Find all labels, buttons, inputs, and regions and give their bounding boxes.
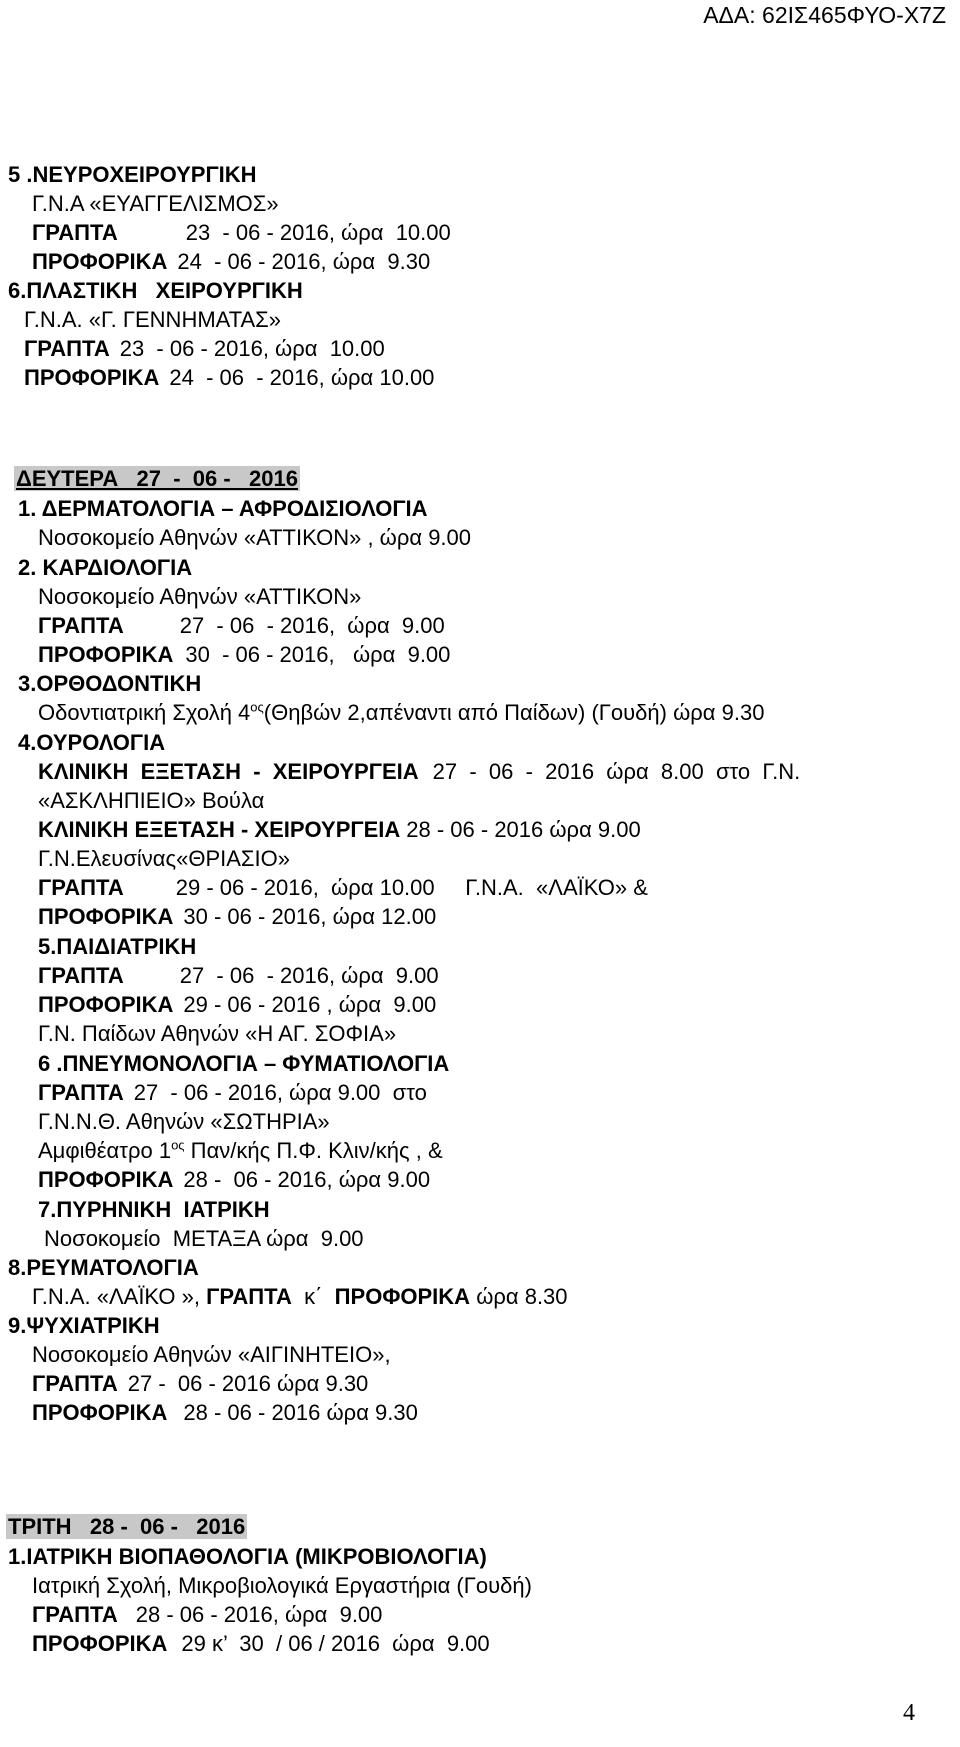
location-line: Γ.Ν. Παίδων Αθηνών «Η ΑΓ. ΣΟΦΙΑ» bbox=[38, 1021, 397, 1046]
oral-label: ΠΡΟΦΟΡΙΚΑ bbox=[38, 642, 174, 667]
clinical-label: ΚΛΙΝΙΚΗ ΕΞΕΤΑΣΗ - ΧΕΙΡΟΥΡΓΕΙΑ bbox=[38, 759, 419, 784]
section-plastic-surgery: 6.ΠΛΑΣΤΙΚΗ ΧΕΙΡΟΥΡΓΙΚΗ bbox=[8, 278, 303, 303]
written-exam-line bbox=[32, 1369, 368, 1398]
oral-label: ΠΡΟΦΟΡΙΚΑ bbox=[334, 1284, 471, 1309]
written-label: ΓΡΑΠΤΑ bbox=[32, 220, 118, 245]
location-text: Οδοντιατρική Σχολή 4 bbox=[38, 700, 251, 725]
location-line bbox=[38, 698, 764, 727]
ordinal-suffix: ος bbox=[250, 699, 264, 715]
section-orthodontics: 3.ΟΡΘΟΔΟΝΤΙΚΗ bbox=[18, 671, 202, 696]
written-date: 23 - 06 - 2016, ώρα 10.00 bbox=[119, 336, 385, 361]
location-line bbox=[38, 1136, 443, 1165]
section-neurosurgery: 5 .ΝΕΥΡΟΧΕΙΡΟΥΡΓΙΚΗ bbox=[8, 162, 257, 187]
oral-exam-line bbox=[38, 1165, 430, 1194]
oral-date: 29 - 06 - 2016 , ώρα 9.00 bbox=[183, 992, 437, 1017]
oral-exam-line bbox=[32, 247, 430, 276]
location-text: (Θηβών 2,απέναντι από Παίδων) (Γουδή) ώρα 9.30 bbox=[263, 700, 765, 725]
oral-exam-line bbox=[32, 1629, 490, 1658]
section-rheumatology: 8.ΡΕΥΜΑΤΟΛΟΓΙΑ bbox=[8, 1255, 199, 1280]
section-pneumonology: 6 .ΠΝΕΥΜΟΝΟΛΟΓΙΑ – ΦΥΜΑΤΙΟΛΟΓΙΑ bbox=[38, 1051, 450, 1076]
oral-label: ΠΡΟΦΟΡΙΚΑ bbox=[32, 1631, 168, 1656]
location-line: Νοσοκομείο ΜΕΤΑΞΑ ώρα 9.00 bbox=[44, 1226, 364, 1251]
oral-label: ΠΡΟΦΟΡΙΚΑ bbox=[38, 992, 174, 1017]
location-text: Γ.Ν.Α. «ΛΑΪΚΟ », bbox=[32, 1284, 200, 1309]
written-label: ΓΡΑΠΤΑ bbox=[38, 1080, 124, 1105]
section-urology: 4.ΟΥΡΟΛΟΓΙΑ bbox=[18, 730, 166, 755]
written-label: ΓΡΑΠΤΑ bbox=[24, 336, 110, 361]
oral-exam-line bbox=[38, 902, 436, 931]
written-exam-line bbox=[38, 611, 445, 640]
location-line: Γ.Ν.Ν.Θ. Αθηνών «ΣΩΤΗΡΙΑ» bbox=[38, 1109, 330, 1134]
oral-label: ΠΡΟΦΟΡΙΚΑ bbox=[32, 249, 168, 274]
oral-date: 24 - 06 - 2016, ώρα 10.00 bbox=[169, 365, 435, 390]
written-date: 27 - 06 - 2016, ώρα 9.00 bbox=[179, 613, 445, 638]
oral-date: 24 - 06 - 2016, ώρα 9.30 bbox=[177, 249, 431, 274]
written-label: ΓΡΑΠΤΑ bbox=[32, 1371, 118, 1396]
oral-date: 30 - 06 - 2016, ώρα 12.00 bbox=[183, 904, 437, 929]
location-text: Αμφιθέατρο 1 bbox=[38, 1138, 172, 1163]
oral-exam-line bbox=[32, 1398, 418, 1427]
written-label: ΓΡΑΠΤΑ bbox=[32, 1602, 118, 1627]
section-nuclear-medicine: 7.ΠΥΡΗΝΙΚΗ ΙΑΤΡΙΚΗ bbox=[38, 1197, 270, 1222]
exam-time: ώρα 8.30 bbox=[476, 1284, 568, 1309]
clinical-label: ΚΛΙΝΙΚΗ ΕΞΕΤΑΣΗ - ΧΕΙΡΟΥΡΓΕΙΑ bbox=[38, 817, 401, 842]
location-line: Γ.Ν.Ελευσίνας«ΘΡΙΑΣΙΟ» bbox=[38, 846, 290, 871]
location-line bbox=[32, 1282, 568, 1311]
location-line: Νοσοκομείο Αθηνών «ΑΙΓΙΝΗΤΕΙΟ», bbox=[32, 1342, 391, 1367]
section-microbiology: 1.ΙΑΤΡΙΚΗ ΒΙΟΠΑΘΟΛΟΓΙΑ (ΜΙΚΡΟΒΙΟΛΟΓΙΑ) bbox=[8, 1544, 487, 1569]
oral-date: 30 - 06 - 2016, ώρα 9.00 bbox=[185, 642, 451, 667]
written-date: 28 - 06 - 2016, ώρα 9.00 bbox=[135, 1602, 383, 1627]
written-exam-line bbox=[32, 1600, 382, 1629]
written-exam-line bbox=[32, 218, 451, 247]
day-heading-tuesday bbox=[6, 1512, 247, 1541]
written-exam-line bbox=[24, 334, 385, 363]
location-text: Παν/κής Π.Φ. Κλιν/κής , & bbox=[184, 1138, 443, 1163]
oral-label: ΠΡΟΦΟΡΙΚΑ bbox=[38, 1167, 174, 1192]
location-line: Ιατρική Σχολή, Μικροβιολογικά Εργαστήρια (Γουδή) bbox=[32, 1573, 532, 1598]
ada-code: ΑΔΑ: 62ΙΣ465ΦΥΟ-Χ7Ζ bbox=[703, 2, 946, 28]
written-exam-line bbox=[38, 961, 439, 990]
day-heading-text: ΤΡΙΤΗ 28 - 06 - 2016 bbox=[8, 1514, 246, 1539]
location-line: Γ.Ν.Α. «Γ. ΓΕΝΝΗΜΑΤΑΣ» bbox=[24, 307, 282, 332]
oral-label: ΠΡΟΦΟΡΙΚΑ bbox=[24, 365, 160, 390]
oral-label: ΠΡΟΦΟΡΙΚΑ bbox=[32, 1400, 168, 1425]
clinical-date: 28 - 06 - 2016 ώρα 9.00 bbox=[406, 817, 641, 842]
oral-exam-line bbox=[38, 990, 436, 1019]
oral-date: 28 - 06 - 2016, ώρα 9.00 bbox=[183, 1167, 431, 1192]
written-label: ΓΡΑΠΤΑ bbox=[206, 1284, 292, 1309]
written-date: 27 - 06 - 2016 ώρα 9.30 bbox=[127, 1371, 369, 1396]
written-date: 27 - 06 - 2016, ώρα 9.00 στο bbox=[133, 1080, 427, 1105]
section-pediatrics: 5.ΠΑΙΔΙΑΤΡΙΚΗ bbox=[38, 934, 197, 959]
location-line: «ΑΣΚΛΗΠΙΕΙΟ» Βούλα bbox=[38, 788, 265, 813]
oral-date: 28 - 06 - 2016 ώρα 9.30 bbox=[183, 1400, 418, 1425]
location-line: Γ.Ν.Α «ΕΥΑΓΓΕΛΙΣΜΟΣ» bbox=[32, 191, 279, 216]
day-heading-text: ΔΕΥΤΕΡΑ 27 - 06 - 2016 bbox=[16, 466, 298, 491]
written-label: ΓΡΑΠΤΑ bbox=[38, 613, 124, 638]
clinical-exam-line bbox=[38, 757, 800, 786]
clinical-exam-line bbox=[38, 815, 641, 844]
location-line: Νοσοκομείο Αθηνών «ΑΤΤΙΚΟΝ» , ώρα 9.00 bbox=[38, 525, 472, 550]
ordinal-suffix: ος bbox=[171, 1137, 185, 1153]
written-date: 27 - 06 - 2016, ώρα 9.00 bbox=[179, 963, 439, 988]
oral-date: 29 κ’ 30 / 06 / 2016 ώρα 9.00 bbox=[181, 1631, 490, 1656]
oral-exam-line bbox=[24, 363, 434, 392]
conjunction: κ΄ bbox=[304, 1284, 323, 1309]
written-exam-line bbox=[38, 1078, 427, 1107]
written-label: ΓΡΑΠΤΑ bbox=[38, 963, 124, 988]
location-line: Νοσοκομείο Αθηνών «ΑΤΤΙΚΟΝ» bbox=[38, 584, 362, 609]
clinical-date: 27 - 06 - 2016 ώρα 8.00 στο Γ.Ν. bbox=[432, 759, 801, 784]
section-dermatology: 1. ΔΕΡΜΑΤΟΛΟΓΙΑ – ΑΦΡΟΔΙΣΙΟΛΟΓΙΑ bbox=[18, 496, 428, 521]
oral-exam-line bbox=[38, 640, 450, 669]
written-date: 23 - 06 - 2016, ώρα 10.00 bbox=[185, 220, 451, 245]
page-number: 4 bbox=[903, 1700, 915, 1726]
written-date: 29 - 06 - 2016, ώρα 10.00 Γ.Ν.Α. «ΛΑΪΚΟ» & bbox=[175, 875, 648, 900]
day-heading-monday bbox=[14, 464, 300, 493]
oral-label: ΠΡΟΦΟΡΙΚΑ bbox=[38, 904, 174, 929]
written-exam-line bbox=[38, 873, 648, 902]
section-cardiology: 2. ΚΑΡΔΙΟΛΟΓΙΑ bbox=[18, 555, 193, 580]
written-label: ΓΡΑΠΤΑ bbox=[38, 875, 124, 900]
section-psychiatry: 9.ΨΥΧΙΑΤΡΙΚΗ bbox=[8, 1313, 160, 1338]
